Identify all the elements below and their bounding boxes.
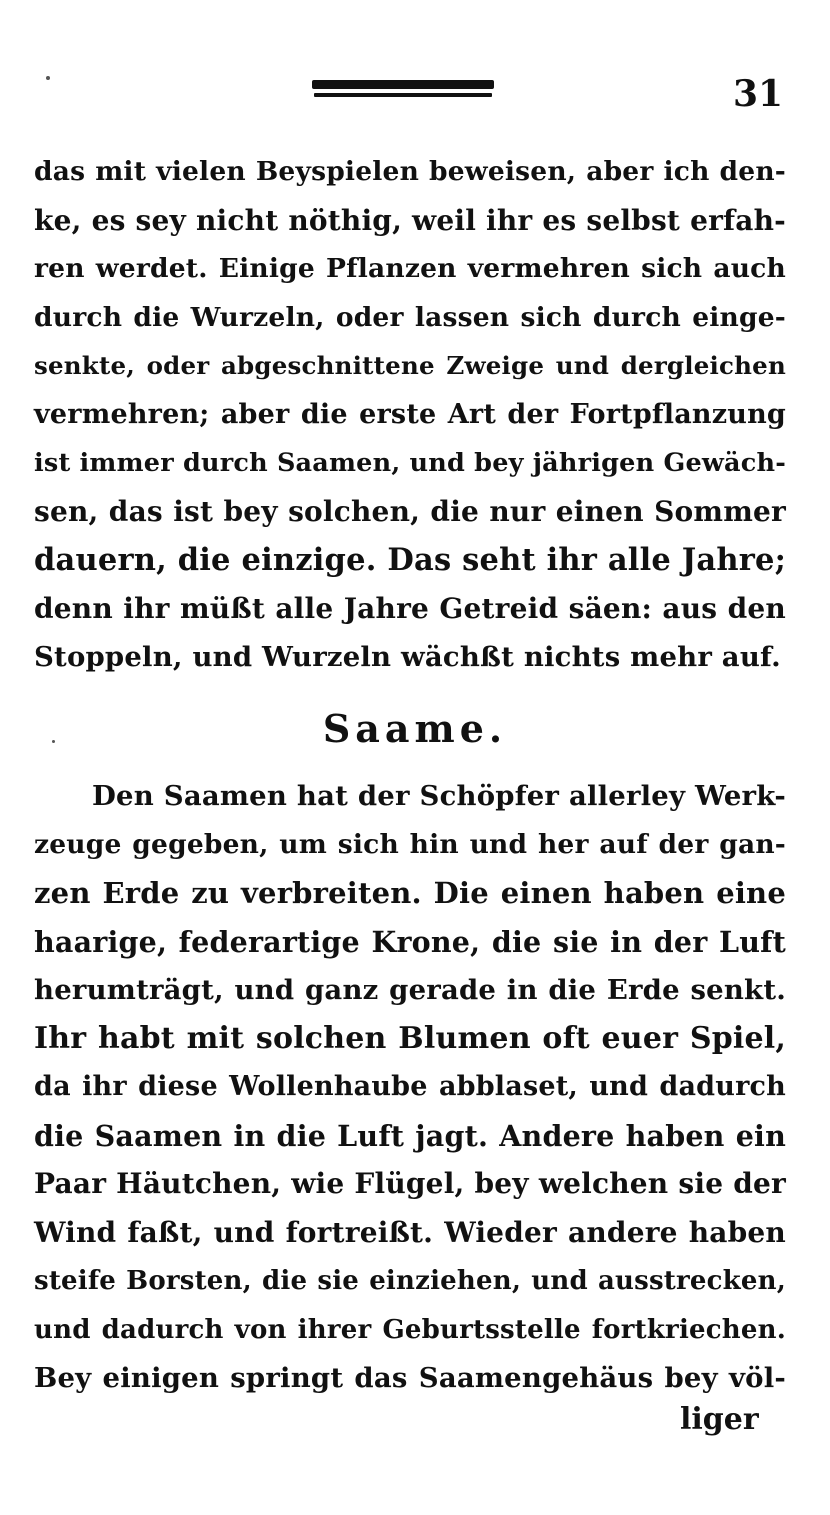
text-line: Wind faßt, und fortreißt. Wieder andere haben	[34, 1215, 786, 1249]
text-line: zen Erde zu verbreiten. Die einen haben eine	[34, 876, 786, 910]
speck-mark	[46, 76, 50, 80]
text-line: ren werdet. Einige Pflanzen vermehren sich auch	[34, 253, 786, 284]
text-line: denn ihr müßt alle Jahre Getreid säen: aus den	[34, 591, 786, 625]
text-line: da ihr diese Wollenhaube abblaset, und dadurch	[34, 1071, 786, 1102]
page-number: 31	[733, 73, 784, 115]
text-line: und dadurch von ihrer Geburtsstelle fortkriechen.	[34, 1314, 786, 1345]
paragraph-saame	[34, 772, 786, 1403]
header-ornament-rule	[312, 80, 494, 100]
section-heading: Saame.	[322, 706, 508, 751]
text-line: steife Borsten, die sie einziehen, und ausstrecken,	[34, 1266, 786, 1296]
text-line: Den Saamen hat der Schöpfer allerley Werk-	[92, 780, 786, 812]
text-line: senkte, oder abgeschnittene Zweige und dergleichen	[34, 351, 786, 380]
text-line: durch die Wurzeln, oder lassen sich durch einge-	[34, 301, 786, 333]
text-line: sen, das ist bey solchen, die nur einen Sommer	[34, 494, 786, 528]
text-line: die Saamen in die Luft jagt. Andere haben ein	[34, 1118, 786, 1153]
ornament-bar-bottom	[314, 93, 492, 97]
text-line: das mit vielen Beyspielen beweisen, aber ich den-	[34, 156, 786, 187]
text-line: dauern, die einzige. Das seht ihr alle Jahre;	[34, 542, 787, 578]
text-line: Stoppeln, und Wurzeln wächßt nichts mehr auf.	[34, 641, 781, 673]
text-line: Bey einigen springt das Saamengehäus bey völ-	[34, 1362, 786, 1394]
text-line: herumträgt, und ganz gerade in die Erde senkt.	[34, 974, 786, 1006]
text-line: vermehren; aber die erste Art der Fortpflanzung	[34, 398, 786, 430]
text-line: zeuge gegeben, um sich hin und her auf der gan-	[34, 828, 786, 860]
catchword: liger	[680, 1402, 759, 1437]
text-line: ist immer durch Saamen, und bey jährigen Gewäch-	[34, 448, 786, 478]
text-line: Paar Häutchen, wie Flügel, bey welchen sie der	[34, 1167, 786, 1200]
text-line: haarige, federartige Krone, die sie in der Luft	[34, 924, 786, 959]
paragraph-continued	[34, 148, 786, 682]
ornament-bar-top	[312, 80, 494, 89]
text-line: ke, es sey nicht nöthig, weil ihr es selbst erfah-	[34, 203, 786, 237]
text-line: Ihr habt mit solchen Blumen oft euer Spiel,	[34, 1020, 786, 1056]
